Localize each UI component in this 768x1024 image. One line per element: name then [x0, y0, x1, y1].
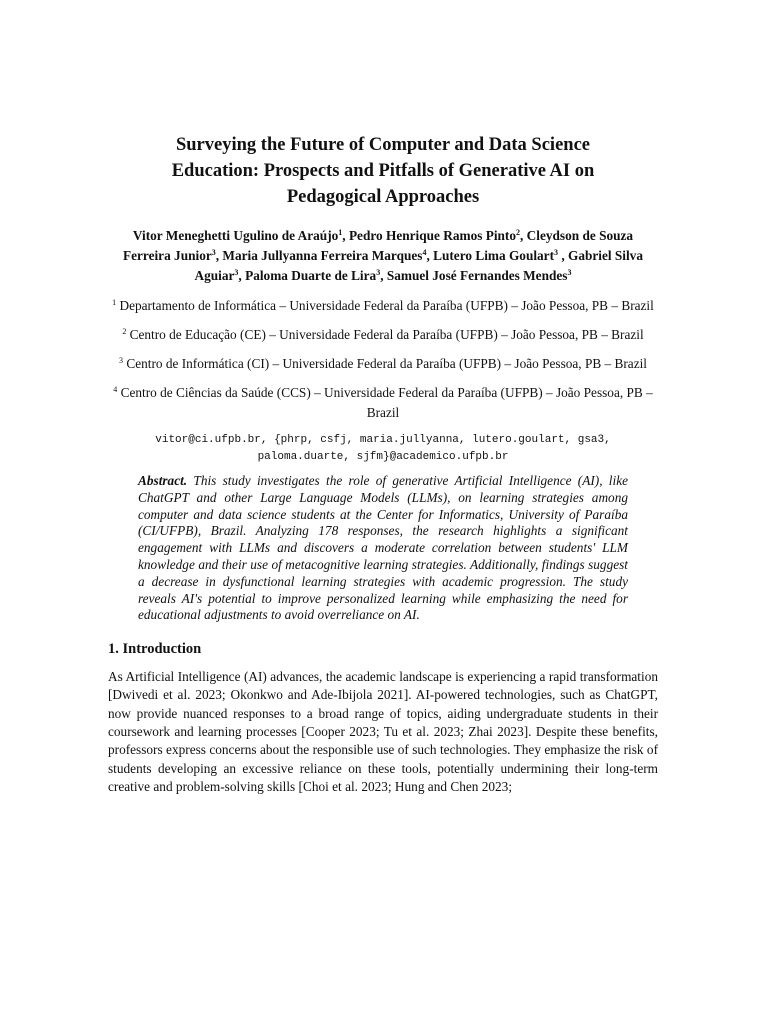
author-affiliation-mark: 3	[376, 268, 381, 277]
author-list: Vitor Meneghetti Ugulino de Araújo$^1$, Pedro Henrique Ramos Pinto$^2$, Cleydson de Souza Ferreira Junior$^3$, Maria Jullyanna Ferreira Marques$^4$, Lutero Lima Goulart$^3$ , Gabriel Silva Aguiar$^3$, Paloma Duarte de Lira$^3$, Samuel José Fernandes Mendes$^3$	[123, 228, 643, 283]
author-name: Vitor Meneghetti Ugulino de Araújo	[132, 228, 339, 243]
title-line-3: Pedagogical Approaches	[286, 187, 480, 207]
email-line-2: paloma.duarte, sjfm}@academico.ufpb.br	[257, 451, 509, 463]
paper-page	[108, 132, 658, 796]
affiliation-number: 1	[112, 298, 117, 307]
author-emails	[108, 432, 658, 466]
author-affiliation-mark: 3	[234, 268, 239, 277]
affiliation-number: 3	[119, 356, 123, 365]
affiliation-number: 2	[122, 327, 127, 336]
author-affiliation-mark: 2	[516, 228, 521, 237]
author-name: Gabriel Silva Aguiar	[194, 248, 643, 283]
section-heading: 1. Introduction	[108, 641, 202, 658]
abstract	[138, 473, 628, 624]
abstract-text: This study investigates the role of generative Artificial Intelligence (AI), like ChatGPT and other Large Language Models (LLMs), on learning strategies among computer and data science students at the Center for Informatics, University of Paraíba (CI/UFPB), Brazil. Analyzing 178 responses, the research highlights a significant engagement with LLMs and discovers a moderate correlation between students' LLM knowledge and their use of metacognitive learning strategies. Additionally, findings suggest a decrease in dysfunctional learning strategies with academic progression. The study reveals AI's potential to improve personalized learning while emphasizing the need for educational adjustments to avoid overreliance on AI.	[138, 473, 628, 623]
author-name: Paloma Duarte de Lira	[245, 268, 377, 283]
author-name: Maria Jullyanna Ferreira Marques	[222, 248, 423, 263]
author-affiliation-mark: 3	[211, 248, 216, 257]
title-line-1: Surveying the Future of Computer and Data Science	[175, 135, 590, 155]
section-paragraph: As Artificial Intelligence (AI) advances, the academic landscape is experiencing a rapid transformation [Dwivedi et al. 2023; Okonkwo and Ade-Ibijola 2021]. AI-powered technologies, such as ChatGPT, now provide nuanced responses to a broad range of topics, aiding undergraduate students in their coursework and learning processes [Cooper 2023; Tu et al. 2023; Zhai 2023]. Despite these benefits, professors express concerns about the responsible use of such technologies. They emphasize the risk of students developing an excessive reliance on these tools, potentially undermining their long-term creative and problem-solving skills [Choi et al. 2023; Hung and Chen 2023;	[108, 669, 658, 794]
author-name: Lutero Lima Goulart	[433, 248, 555, 263]
affiliation-3	[108, 354, 658, 374]
affiliation-1	[108, 296, 658, 316]
email-line-1: vitor@ci.ufpb.br, {phrp, csfj, maria.jullyanna, lutero.goulart, gsa3,	[155, 434, 611, 446]
title-line-2: Education: Prospects and Pitfalls of Generative AI on	[171, 161, 595, 181]
affiliation-text: Departamento de Informática – Universidade Federal da Paraíba (UFPB) – João Pessoa, PB – Brazil	[119, 298, 654, 313]
author-name: Pedro Henrique Ramos Pinto	[348, 228, 517, 243]
author-affiliation-mark: 3	[554, 248, 559, 257]
author-affiliation-mark: 4	[422, 248, 427, 257]
affiliation-text: Centro de Educação (CE) – Universidade Federal da Paraíba (UFPB) – João Pessoa, PB – Brazil	[129, 327, 644, 342]
affiliation-text: Centro de Informática (CI) – Universidade Federal da Paraíba (UFPB) – João Pessoa, PB – Brazil	[126, 356, 647, 371]
author-affiliation-mark: 3	[567, 268, 572, 277]
paper-title	[108, 132, 658, 210]
affiliation-4	[108, 383, 658, 423]
affiliation-2	[108, 325, 658, 345]
affiliation-number: 4	[113, 385, 118, 394]
author-name: Samuel José Fernandes Mendes	[386, 268, 568, 283]
affiliation-text: Centro de Ciências da Saúde (CCS) – Universidade Federal da Paraíba (UFPB) – João Pessoa, PB – Brazil	[120, 385, 653, 420]
author-affiliation-mark: 1	[338, 228, 343, 237]
author-name: Cleydson de Souza Ferreira Junior	[123, 228, 634, 263]
abstract-label: Abstract.	[138, 473, 188, 488]
